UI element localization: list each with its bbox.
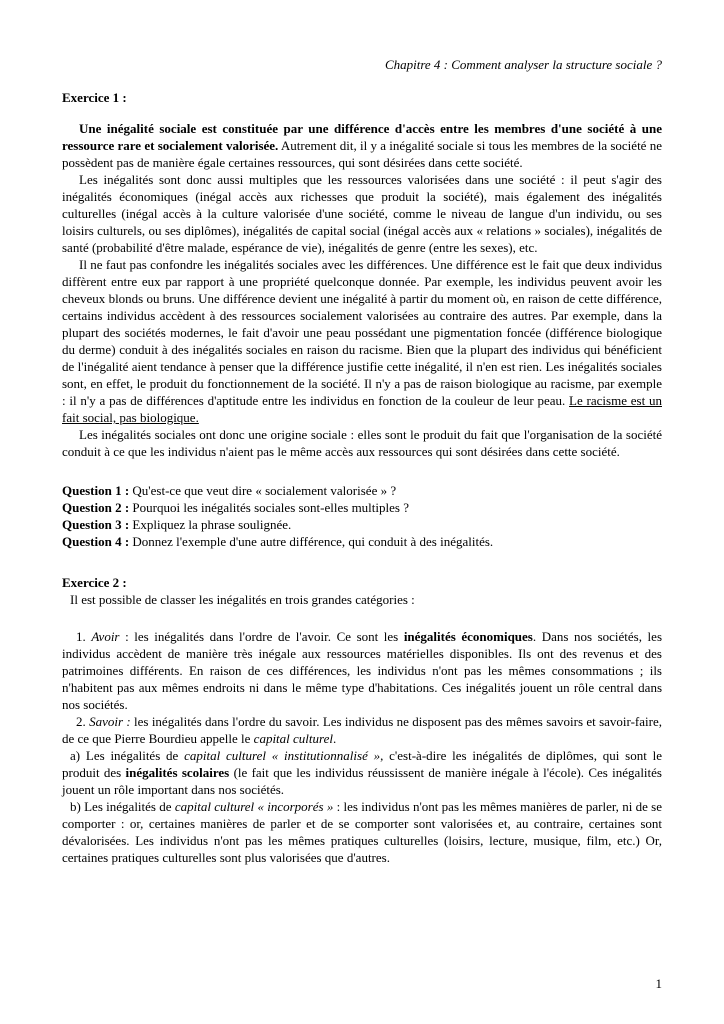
text-segment: capital culturel [253, 731, 333, 746]
text-segment: 2. [76, 714, 90, 729]
question-1 [62, 482, 662, 499]
text-segment: 1. [76, 629, 92, 644]
text-segment: Savoir : [89, 714, 131, 729]
exercise1-paragraph-3 [62, 256, 662, 426]
exercise1-paragraph-2 [62, 171, 662, 256]
question-2-text: Pourquoi les inégalités sociales sont-elles multiples ? [132, 500, 409, 515]
question-1-text: Qu'est-ce que veut dire « socialement valorisée » ? [132, 483, 397, 498]
text-segment: Autrement dit, il y a inégalité sociale si tous les membres de la société ne possèdent pas de manière égale certaines ressources, qui sont désirées dans cette société. [62, 138, 662, 170]
question-4-label: Question 4 : [62, 534, 130, 549]
text-segment: les inégalités dans l'ordre du savoir. Les individus ne disposent pas des mêmes savoirs et savoir-faire, de ce que Pierre Bourdieu appelle le [62, 714, 662, 746]
text-segment: Les inégalités sont donc aussi multiples que les ressources valorisées dans une société : il peut s'agir des inégalités économiques (inégal accès aux richesses que produit la société), mais également des inégalités culturelles (inégal accès à la culture valorisée d'une société, comme le niveau de langue d'un individu, ou ses loisirs culturels, ou ses diplômes), inégalités de capital social (inégal accès aux « relations » sociales), inégalités de santé (probabilité d'être malade, espérance de vie), inégalités de genre (entre les sexes), etc. [62, 172, 662, 255]
chapter-header: Chapitre 4 : Comment analyser la structure sociale ? [384, 57, 662, 72]
exercise2-intro: Il est possible de classer les inégalités en trois grandes catégories : [70, 592, 415, 607]
text-segment: Les inégalités sociales ont donc une origine sociale : elles sont le produit du fait que l'organisation de la société conduit à ce que les individus n'aient pas le même accès aux ressources qui sont désirées dans cette société. [62, 427, 662, 459]
text-segment: . [332, 731, 337, 746]
text-segment: inégalités scolaires [125, 765, 230, 780]
question-3-label: Question 3 : [62, 517, 130, 532]
text-segment: Le racisme est un fait social, pas biologique. [62, 393, 662, 425]
text-segment: Il ne faut pas confondre les inégalités sociales avec les différences. Une différence est le fait que deux individus diffèrent entre eux par rapport à une propriété quelconque donnée. Par exemple, les individus peuvent avoir les cheveux blonds ou bruns. Une différence devient une inégalité à partir du moment où, en raison de cette différence, certains individus accèdent à des ressources socialement valorisées au contraire des autres. Par exemple, dans la plupart des sociétés modernes, le fait d'avoir une peau possédant une pigmentation foncée (différence biologique du derme) conduit à des inégalités sociales en raison du racisme. Bien que la plupart des individus qui bénéficient de l'inégalité aient tendance à penser que la différence justifie cette inégalité, il n'en est rien. Les inégalités sociales sont, en effet, le produit du fonctionnement de la société. Il n'y a pas de raison biologique au racisme, par exemple : il n'y a pas de différences d'aptitude entre les individus en fonction de la couleur de leur peau. [62, 257, 662, 408]
exercise2-item-b-incorpore [62, 798, 662, 866]
text-segment: a) Les inégalités de [70, 748, 185, 763]
question-1-label: Question 1 : [62, 483, 130, 498]
text-segment: . Dans nos sociétés, les individus accèdent de manière très inégale aux ressources matérielles disponibles. Ils ont des revenus et des patrimoines différents. En raison de ces différences, les individus n'ont pas les mêmes consommations ; ils n'habitent pas aux mêmes endroits ni dans le même type d'habitations. Ces inégalités jouent un rôle central dans nos sociétés. [62, 629, 663, 712]
text-segment: Avoir [91, 629, 120, 644]
text-segment: (le fait que les individus réussissent de manière inégale à l'école). Ces inégalités jouent un rôle important dans nos sociétés. [62, 765, 662, 797]
text-segment: : les inégalités dans l'ordre de l'avoir. Ce sont les [119, 629, 404, 644]
questions-block [62, 482, 662, 550]
question-2 [62, 499, 662, 516]
question-4 [62, 533, 662, 550]
exercise2-item-savoir [62, 713, 662, 747]
question-3 [62, 516, 662, 533]
text-segment: Une inégalité sociale est constituée par une différence d'accès entre les membres d'une société à une ressource rare et socialement valorisée. [62, 121, 662, 153]
exercise2-title: Exercice 2 : [62, 575, 127, 590]
text-segment: inégalités économiques [403, 629, 533, 644]
exercise2-item-a-institutionnalise [62, 747, 662, 798]
exercise1-title: Exercice 1 : [62, 90, 127, 105]
exercise1-paragraph-4 [62, 426, 662, 460]
text-segment: : les individus n'ont pas les mêmes manières de parler, ni de se comporter : or, certaines manières de parler et de se comporter sont valorisées et, au contraire, certaines sont dévalorisées. Les individus n'ont pas les mêmes pratiques culturelles (loisirs, lecture, musique, film, etc.) Or, certaines pratiques culturelles sont plus valorisées que d'autres. [62, 799, 663, 865]
text-segment: b) Les inégalités de [70, 799, 175, 814]
page-number: 1 [655, 976, 662, 991]
question-2-label: Question 2 : [62, 500, 130, 515]
question-3-text: Expliquez la phrase soulignée. [132, 517, 292, 532]
exercise2-item-avoir [62, 628, 662, 713]
exercise1-paragraph-1 [62, 120, 662, 171]
text-segment: , c'est-à-dire les inégalités de diplômes, qui sont le produit des [62, 748, 662, 780]
text-segment: capital culturel « incorporés » [174, 799, 334, 814]
text-segment: capital culturel « institutionnalisé » [184, 748, 381, 763]
question-4-text: Donnez l'exemple d'une autre différence, qui conduit à des inégalités. [132, 534, 494, 549]
